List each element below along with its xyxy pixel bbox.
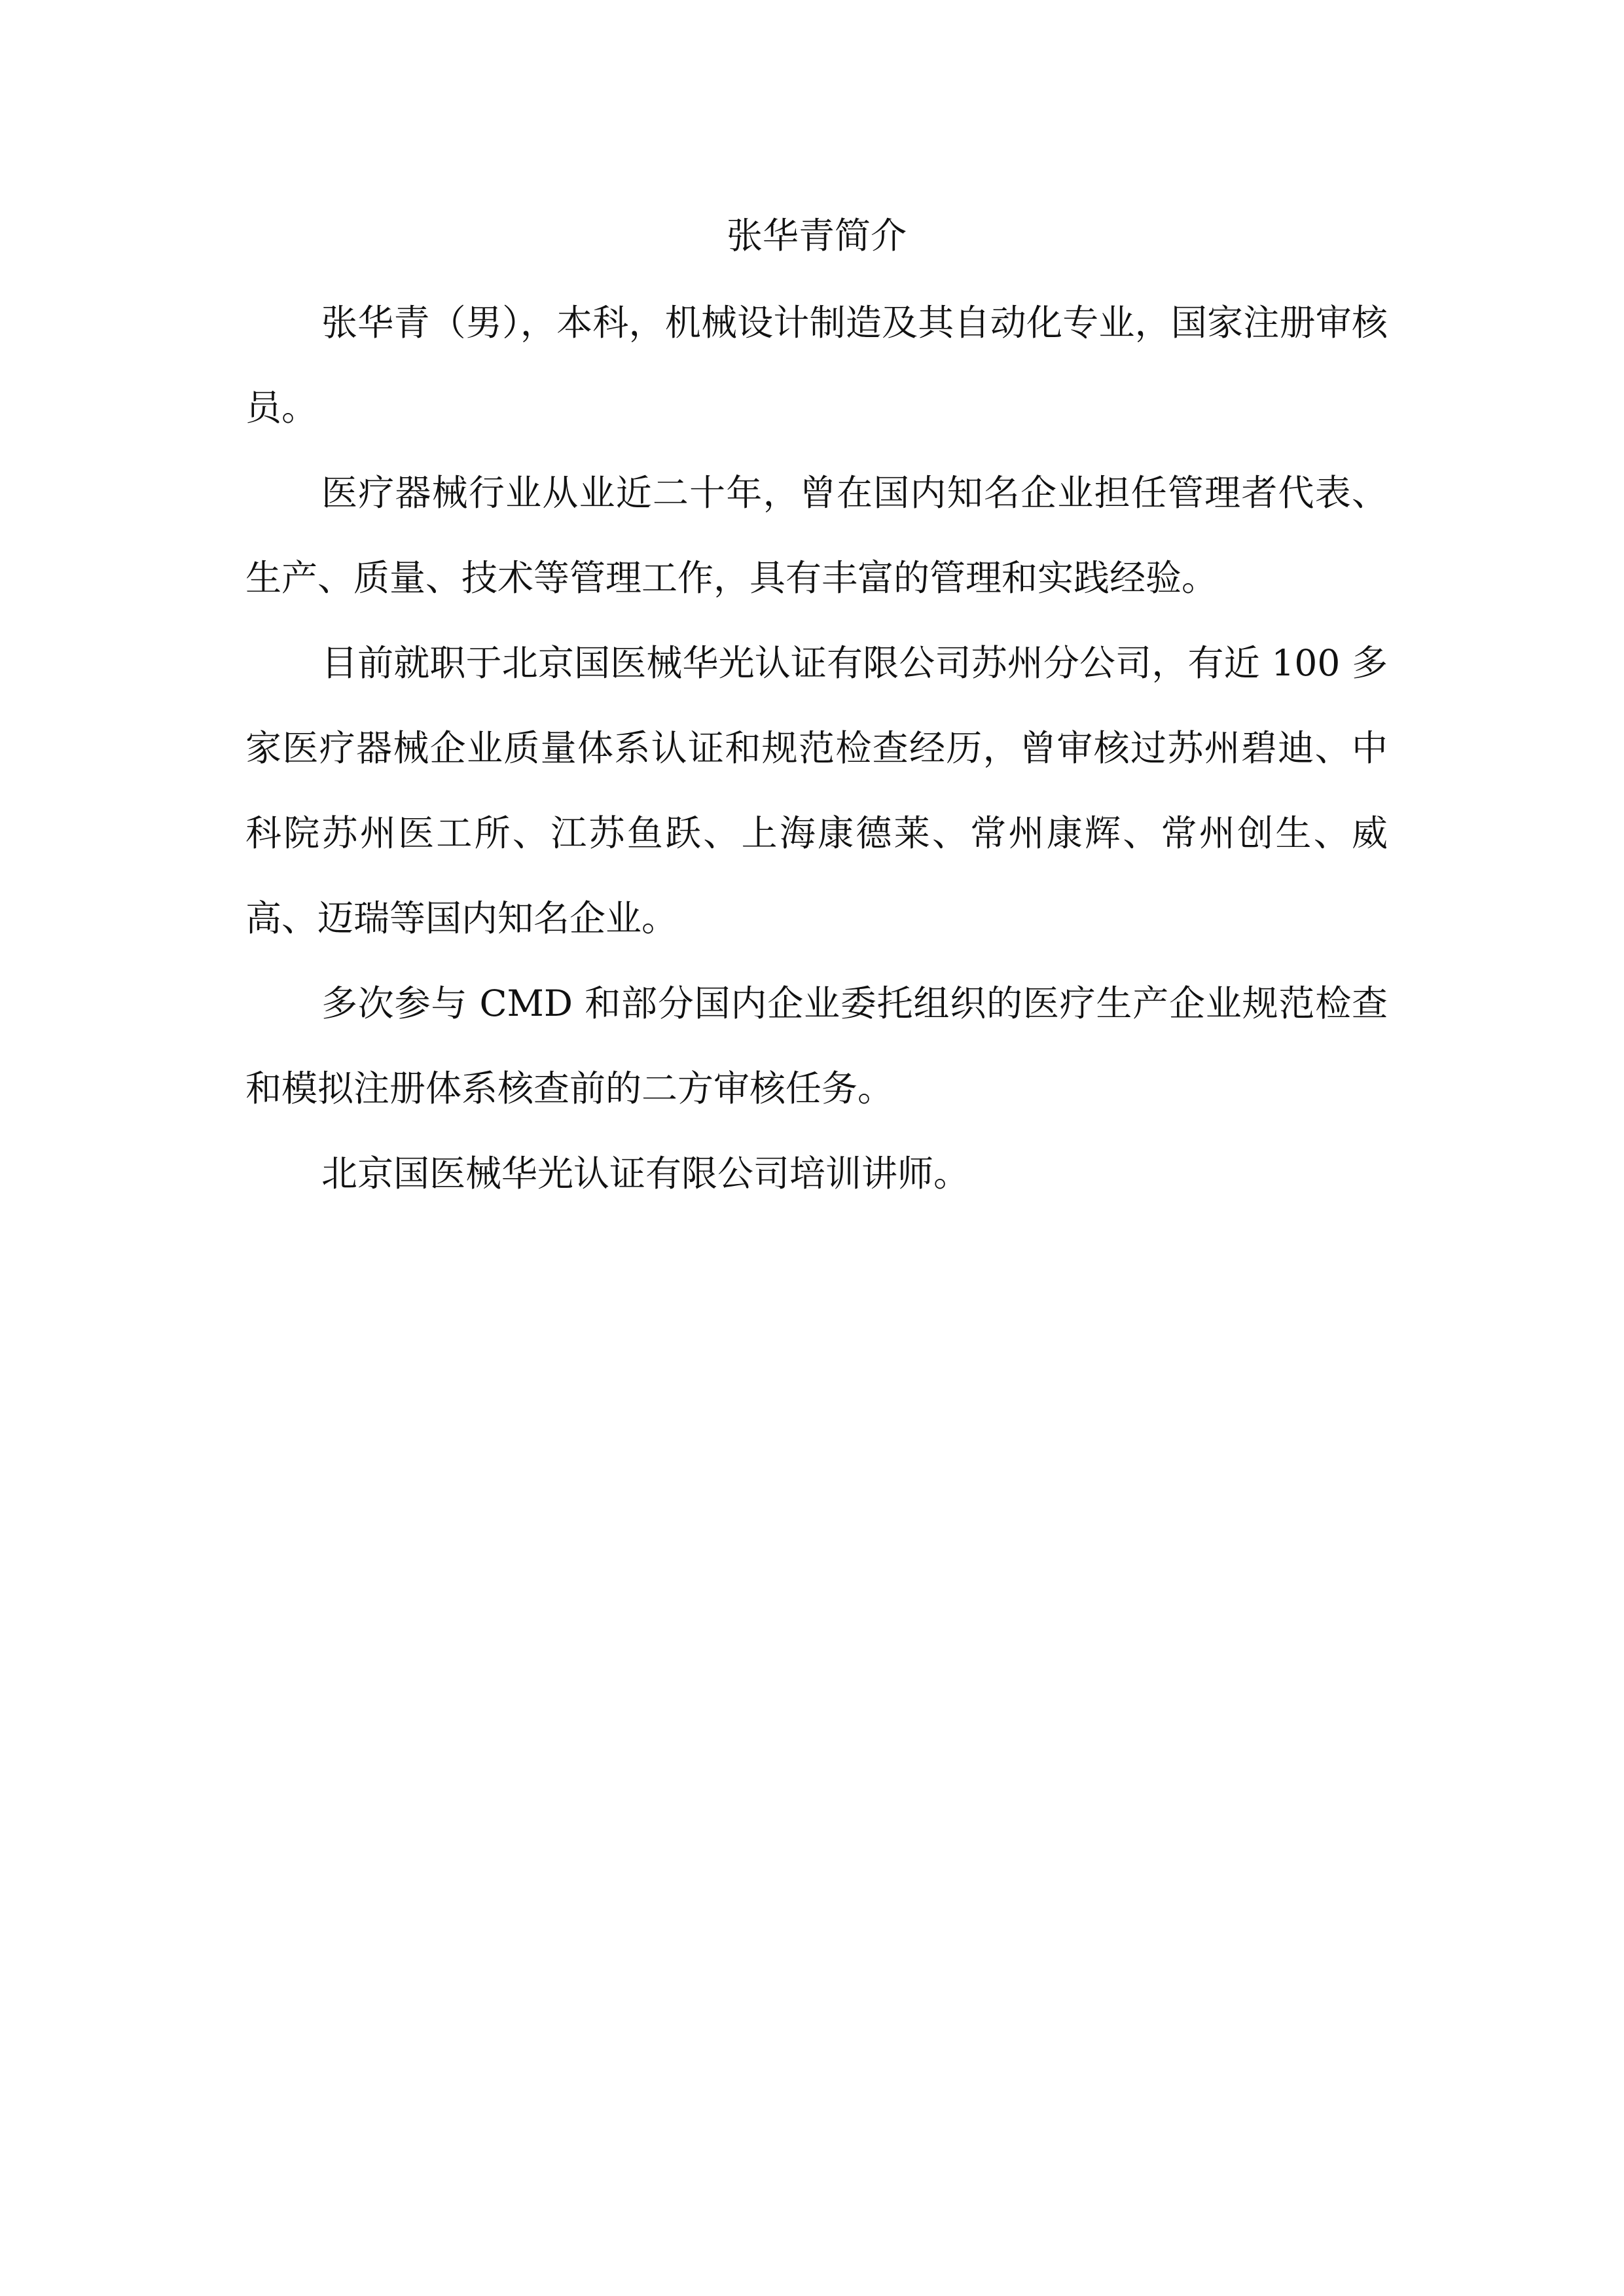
title-spacer [245,275,1388,280]
paragraph-profile: 张华青（男），本科，机械设计制造及其自动化专业，国家注册审核员。 [245,302,1388,429]
paragraph-current-position: 目前就职于北京国医械华光认证有限公司苏州分公司，有近 100 多家医疗器械企业质量体系认证和规范检查经历，曾审核过苏州碧迪、中科院苏州医工所、江苏鱼跃、上海康德莱、常州康辉、常州创生、威高、迈瑞等国内知名企业。 [245,642,1388,939]
paragraph-audit-tasks: 多次参与 CMD 和部分国内企业委托组织的医疗生产企业规范检查和模拟注册体系核查前的二方审核任务。 [245,982,1388,1109]
document-title: 张华青简介 [726,215,907,257]
paragraph-trainer: 北京国医械华光认证有限公司培训讲师。 [321,1153,970,1194]
paragraph-experience: 医疗器械行业从业近二十年，曾在国内知名企业担任管理者代表、生产、质量、技术等管理工作，具有丰富的管理和实践经验。 [245,472,1388,599]
document-body [245,196,1388,1216]
